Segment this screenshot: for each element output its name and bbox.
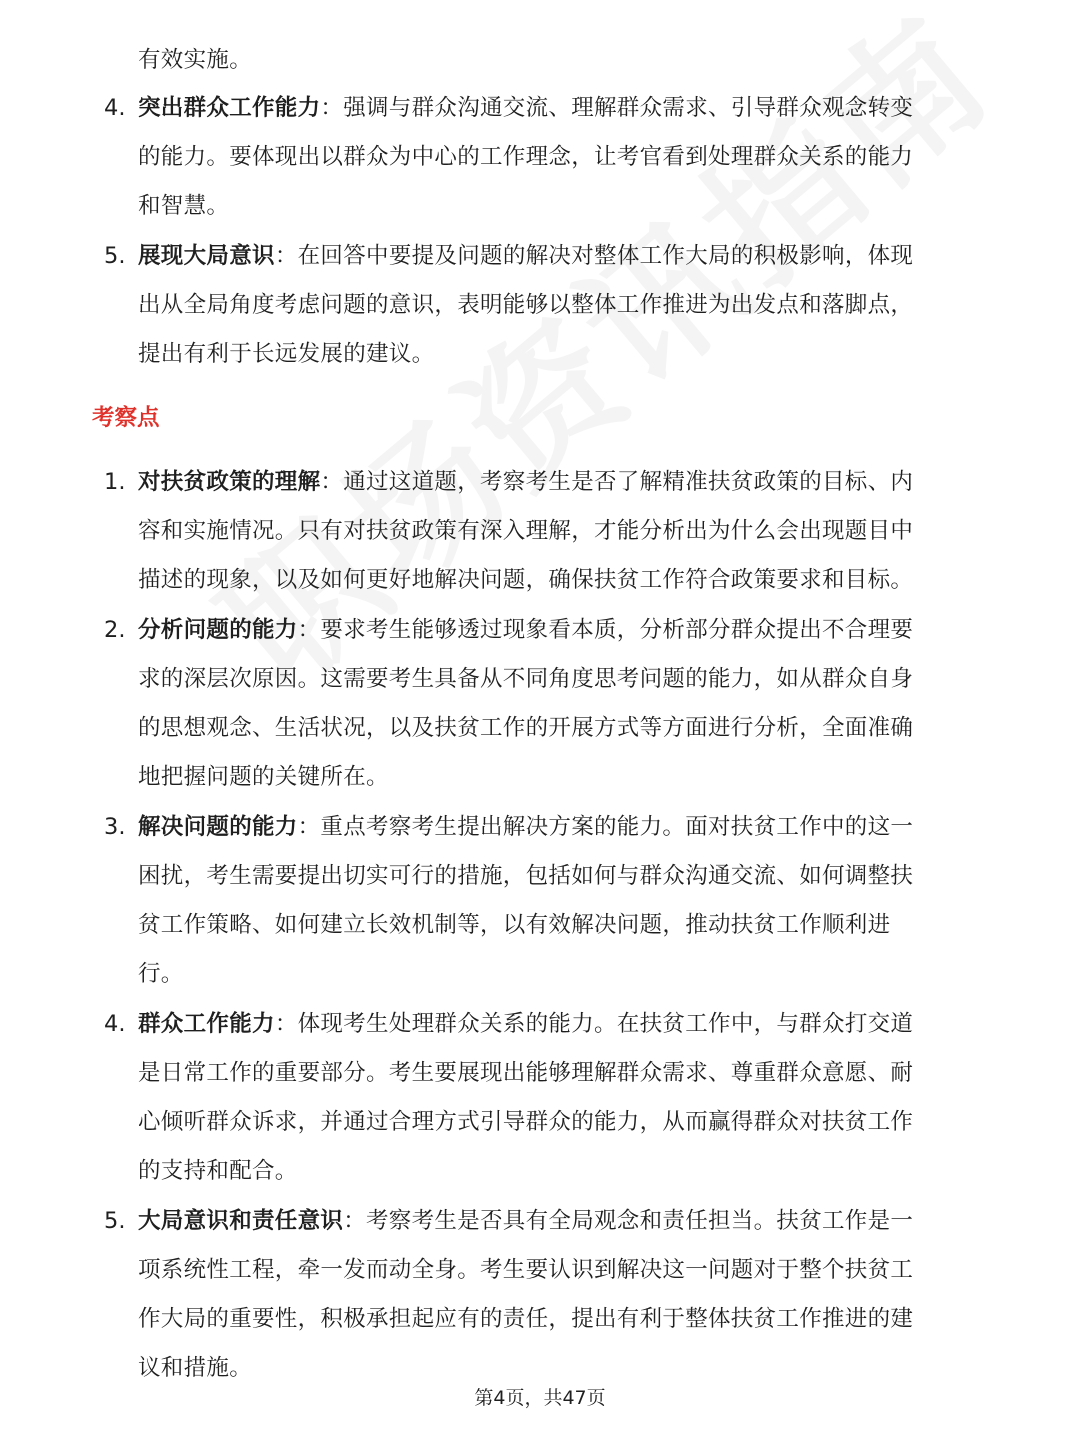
list-item-line bbox=[138, 466, 913, 498]
list-item-text: ：考察考生是否具有全局观念和责任担当。扶贫工作是一 bbox=[343, 1208, 914, 1234]
list-number: 5. bbox=[104, 1208, 126, 1234]
list-item-line bbox=[138, 92, 913, 124]
list-number: 3. bbox=[104, 814, 126, 840]
list-item-text: ：通过这道题，考察考生是否了解精准扶贫政策的目标、内 bbox=[320, 469, 914, 495]
list-item-text: 作大局的重要性，积极承担起应有的责任，提出有利于整体扶贫工作推进的建 bbox=[138, 1306, 914, 1332]
list-item-text: 的支持和配合。 bbox=[138, 1158, 298, 1184]
list-item-text: 提出有利于长远发展的建议。 bbox=[138, 341, 435, 367]
list-item-text: ：重点考察考生提出解决方案的能力。面对扶贫工作中的这一 bbox=[297, 814, 914, 840]
list-number: 4. bbox=[104, 95, 126, 121]
list-number: 2. bbox=[104, 617, 126, 643]
list-item-text: 描述的现象，以及如何更好地解决问题，确保扶贫工作符合政策要求和目标。 bbox=[138, 567, 914, 593]
list-item-text: 出从全局角度考虑问题的意识，表明能够以整体工作推进为出发点和落脚点， bbox=[138, 292, 914, 318]
list-item-text: 心倾听群众诉求，并通过合理方式引导群众的能力，从而赢得群众对扶贫工作 bbox=[138, 1109, 914, 1135]
page-number: 第4页，共47页 bbox=[474, 1387, 606, 1409]
list-item-text: 和智慧。 bbox=[138, 193, 230, 219]
list-item-text: 是日常工作的重要部分。考生要展现出能够理解群众需求、尊重群众意愿、耐 bbox=[138, 1060, 914, 1086]
list-item-title: 对扶贫政策的理解 bbox=[138, 469, 321, 495]
list-item-title: 解决问题的能力 bbox=[138, 814, 298, 840]
list-item-text: 贫工作策略、如何建立长效机制等，以有效解决问题，推动扶贫工作顺利进 bbox=[138, 912, 891, 938]
list-item-text: 求的深层次原因。这需要考生具备从不同角度思考问题的能力，如从群众自身 bbox=[138, 666, 914, 692]
list-item-title: 突出群众工作能力 bbox=[138, 95, 321, 121]
list-item-text: ：强调与群众沟通交流、理解群众需求、引导群众观念转变 bbox=[320, 95, 914, 121]
list-item-text: 的思想观念、生活状况，以及扶贫工作的开展方式等方面进行分析，全面准确 bbox=[138, 715, 914, 741]
list-item-title: 分析问题的能力 bbox=[138, 617, 298, 643]
list-number: 1. bbox=[104, 469, 126, 495]
list-item-text: 容和实施情况。只有对扶贫政策有深入理解，才能分析出为什么会出现题目中 bbox=[138, 518, 914, 544]
section-heading: 考察点 bbox=[92, 405, 160, 431]
list-item-title: 大局意识和责任意识 bbox=[138, 1208, 344, 1234]
list-item-text: 议和措施。 bbox=[138, 1355, 253, 1381]
list-item-text: 困扰，考生需要提出切实可行的措施，包括如何与群众沟通交流、如何调整扶 bbox=[138, 863, 914, 889]
intro-continuation: 有效实施。 bbox=[138, 47, 253, 73]
list-item-line bbox=[138, 1205, 913, 1237]
list-item-line bbox=[138, 614, 913, 646]
list-item-text: ：要求考生能够透过现象看本质，分析部分群众提出不合理要 bbox=[297, 617, 914, 643]
list-item-text: 项系统性工程，牵一发而动全身。考生要认识到解决这一问题对于整个扶贫工 bbox=[138, 1257, 914, 1283]
list-item-title: 群众工作能力 bbox=[138, 1011, 275, 1037]
list-item-text: 行。 bbox=[138, 961, 184, 987]
list-item-line bbox=[138, 1008, 913, 1040]
list-item-text: 的能力。要体现出以群众为中心的工作理念，让考官看到处理群众关系的能力 bbox=[138, 144, 914, 170]
list-item-text: 地把握问题的关键所在。 bbox=[138, 764, 389, 790]
list-item-line bbox=[138, 240, 913, 272]
list-item-line bbox=[138, 811, 913, 843]
list-item-text: ：在回答中要提及问题的解决对整体工作大局的积极影响，体现 bbox=[274, 243, 914, 269]
list-number: 5. bbox=[104, 243, 126, 269]
list-item-title: 展现大局意识 bbox=[138, 243, 275, 269]
list-item-text: ：体现考生处理群众关系的能力。在扶贫工作中，与群众打交道 bbox=[274, 1011, 914, 1037]
list-number: 4. bbox=[104, 1011, 126, 1037]
